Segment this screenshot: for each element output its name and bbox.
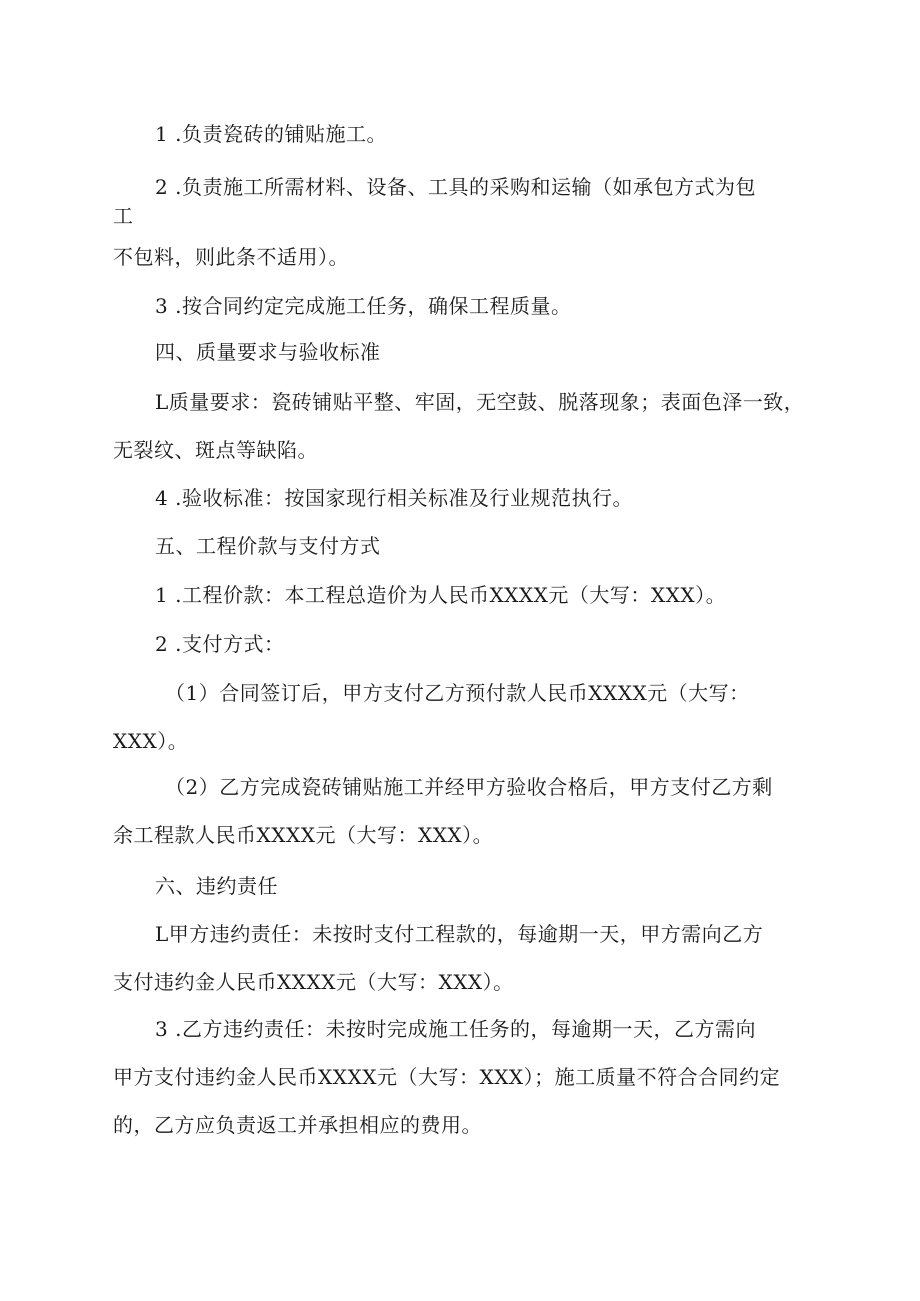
party-b-liability-line-2: 甲方支付违约金人民币XXXX元（大写：XXX）；施工质量不符合合同约定 (113, 1065, 781, 1089)
party-b-liability-line-1: 3 .乙方违约责任：未按时完成施工任务的，每逾期一天，乙方需向 (155, 1017, 756, 1041)
clause-3-line: 3 .按合同约定完成施工任务，确保工程质量。 (155, 294, 572, 318)
section-5-heading: 五、工程价款与支付方式 (155, 534, 381, 558)
clause-2-line-1: 2 .负责施工所需材料、设备、工具的采购和运输（如承包方式为包 (155, 175, 756, 199)
payment-item-1-line-1: （1）合同签订后，甲方支付乙方预付款人民币XXXX元（大写： (165, 681, 750, 705)
quality-requirements-line-1: L质量要求：瓷砖铺贴平整、牢固，无空鼓、脱落现象；表面色泽一致， (155, 390, 805, 414)
payment-item-2-line-2: 余工程款人民币XXXX元（大写：XXX）。 (113, 823, 494, 847)
clause-2-line-3: 不包料，则此条不适用）。 (113, 245, 349, 269)
party-b-liability-line-3: 的，乙方应负责返工并承担相应的费用。 (113, 1113, 482, 1137)
party-a-liability-line-2: 支付违约金人民币XXXX元（大写：XXX）。 (113, 970, 514, 994)
party-a-liability-line-1: L甲方违约责任：未按时支付工程款的，每逾期一天，甲方需向乙方 (155, 922, 764, 946)
clause-2-line-2: 工 (113, 204, 134, 228)
project-price-line: 1 .工程价款：本工程总造价为人民币XXXX元（大写：XXX）。 (155, 583, 727, 607)
section-6-heading: 六、违约责任 (155, 874, 278, 898)
section-4-heading: 四、质量要求与验收标准 (155, 340, 381, 364)
quality-requirements-line-2: 无裂纹、斑点等缺陷。 (113, 438, 318, 462)
payment-item-2-line-1: （2）乙方完成瓷砖铺贴施工并经甲方验收合格后，甲方支付乙方剩 (165, 775, 773, 799)
acceptance-standard-line: 4 .验收标准：按国家现行相关标准及行业规范执行。 (155, 486, 633, 510)
clause-1-line: 1 .负责瓷砖的铺贴施工。 (155, 122, 387, 146)
payment-method-line: 2 .支付方式： (155, 632, 285, 656)
payment-item-1-line-2: XXX）。 (113, 729, 189, 753)
